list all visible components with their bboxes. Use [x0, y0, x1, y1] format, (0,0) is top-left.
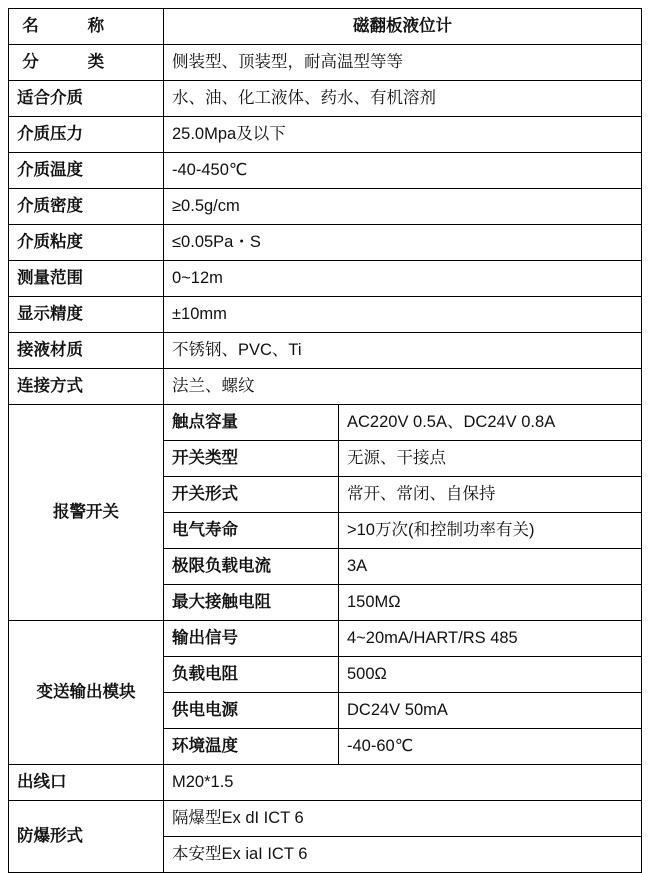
sub-label: 供电电源 — [164, 693, 339, 729]
row-value: ≥0.5g/cm — [164, 189, 642, 225]
sub-label: 环境温度 — [164, 729, 339, 765]
sub-value: >10万次(和控制功率有关) — [339, 513, 642, 549]
sub-value: 150MΩ — [339, 585, 642, 621]
sub-value: 500Ω — [339, 657, 642, 693]
table-row — [9, 45, 642, 81]
sub-label: 最大接触电阻 — [164, 585, 339, 621]
sub-label: 负载电阻 — [164, 657, 339, 693]
row-label: 介质温度 — [9, 153, 164, 189]
row-label: 名 称 — [9, 9, 164, 45]
table-row — [9, 225, 642, 261]
row-value: 不锈钢、PVC、Ti — [164, 333, 642, 369]
row-label: 适合介质 — [9, 81, 164, 117]
sub-value: 4~20mA/HART/RS 485 — [339, 621, 642, 657]
sub-value: 常开、常闭、自保持 — [339, 477, 642, 513]
table-row — [9, 621, 642, 657]
sub-label: 触点容量 — [164, 405, 339, 441]
row-value: 磁翻板液位计 — [164, 9, 642, 45]
sub-label: 电气寿命 — [164, 513, 339, 549]
row-value: 0~12m — [164, 261, 642, 297]
row-label-outlet: 出线口 — [9, 765, 164, 801]
sub-value: DC24V 50mA — [339, 693, 642, 729]
table-row — [9, 297, 642, 333]
table-row — [9, 765, 642, 801]
sub-label: 开关形式 — [164, 477, 339, 513]
row-value: -40-450℃ — [164, 153, 642, 189]
table-row — [9, 405, 642, 441]
sub-label: 极限负载电流 — [164, 549, 339, 585]
row-value-explosion-proof: 隔爆型Ex dI ICT 6 — [164, 801, 642, 837]
sub-value: 无源、干接点 — [339, 441, 642, 477]
sub-label: 输出信号 — [164, 621, 339, 657]
table-row — [9, 261, 642, 297]
specification-table — [8, 8, 642, 873]
row-label: 连接方式 — [9, 369, 164, 405]
table-row — [9, 369, 642, 405]
row-label: 显示精度 — [9, 297, 164, 333]
group-label-alarm-switch: 报警开关 — [9, 405, 164, 621]
table-row — [9, 333, 642, 369]
row-value: 侧装型、顶装型，耐高温型等等 — [164, 45, 642, 81]
group-label-transmitter-module: 变送输出模块 — [9, 621, 164, 765]
row-label: 分 类 — [9, 45, 164, 81]
row-label: 介质压力 — [9, 117, 164, 153]
table-row — [9, 117, 642, 153]
sub-value: -40-60℃ — [339, 729, 642, 765]
row-value: 水、油、化工液体、药水、有机溶剂 — [164, 81, 642, 117]
row-value: 25.0Mpa及以下 — [164, 117, 642, 153]
table-row — [9, 81, 642, 117]
table-row — [9, 189, 642, 225]
row-value: ±10mm — [164, 297, 642, 333]
row-label: 介质密度 — [9, 189, 164, 225]
row-value: 法兰、螺纹 — [164, 369, 642, 405]
row-label-explosion-proof: 防爆形式 — [9, 801, 164, 873]
table-body — [9, 9, 642, 873]
table-row — [9, 9, 642, 45]
table-row — [9, 153, 642, 189]
sub-value: 3A — [339, 549, 642, 585]
row-label: 接液材质 — [9, 333, 164, 369]
row-value: ≤0.05Pa・S — [164, 225, 642, 261]
row-value-explosion-proof: 本安型Ex iaI ICT 6 — [164, 837, 642, 873]
row-label: 测量范围 — [9, 261, 164, 297]
table-row — [9, 801, 642, 837]
row-value-outlet: M20*1.5 — [164, 765, 642, 801]
sub-value: AC220V 0.5A、DC24V 0.8A — [339, 405, 642, 441]
sub-label: 开关类型 — [164, 441, 339, 477]
row-label: 介质粘度 — [9, 225, 164, 261]
